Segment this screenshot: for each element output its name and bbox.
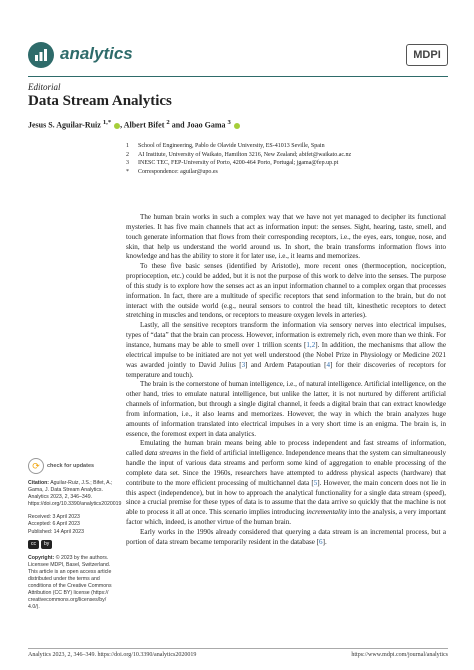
author-affiliation-marker: 3 bbox=[227, 119, 231, 126]
paragraph-text: ] for their discoveries of receptors for temperature and touch). bbox=[126, 360, 446, 379]
footer-divider bbox=[28, 648, 448, 649]
paragraph-text: Emulating the human brain means being able to process independent and fast streams of information, called bbox=[126, 439, 446, 458]
paragraph: The brain is the cornerstone of human intelligence, i.e., of natural intelligence. Artificial intelligence, on the other hand, tries to emulate natural intelligence, but unlike the latter, it is not nurtured by different artificial channels of information, but through a single digital channel, it feeds a digital brain that can extract knowledge from information, i.e., it also learns and memorizes. However, the way in which the brain analyzes huge amounts of information translated into electrical impulses in a very short time is an enigma. The brain is, in essence, the foremost expert in data analytics. bbox=[126, 380, 446, 438]
footer-journal-url[interactable]: https://www.mdpi.com/journal/analytics bbox=[351, 652, 448, 658]
affiliation-number: 3 bbox=[126, 160, 129, 167]
paragraph-text: ]. In addition, the mechanisms that allow the electrical impulse to be initiated are not yet well understood (the Nobel Prize in Physiology or Medicine 2021 was awarded jointly to David Julius [ bbox=[126, 340, 446, 369]
accepted-date: Accepted: 6 April 2023 bbox=[28, 521, 80, 528]
check-for-updates-button[interactable] bbox=[28, 458, 118, 474]
paragraph bbox=[126, 439, 446, 528]
update-check-icon: ⟳ bbox=[28, 458, 44, 474]
page-footer bbox=[28, 652, 448, 658]
affiliations bbox=[126, 142, 446, 177]
orcid-icon[interactable] bbox=[234, 123, 240, 129]
affiliation-row bbox=[126, 142, 446, 151]
article-body bbox=[126, 213, 446, 548]
author-name[interactable]: Albert Bifet bbox=[123, 120, 165, 130]
by-icon: by bbox=[41, 540, 52, 549]
citation-link[interactable]: 4 bbox=[326, 360, 330, 369]
paragraph-text: Lastly, all the sensitive receptors transform the information via sensory nerves into electrical impulses, types of “data” that the brain can process. However, information is extremely rich, even more than we think. For instance, humans may be able to smell over 1 trillion scents [ bbox=[126, 321, 446, 349]
paragraph: The human brain works in such a complex way that we have not yet managed to decipher its functional mysteries. It has five main channels that act as information input: the senses. Sight, hearing, taste, smell, and touch generate information that flows from their corresponding receptors, i.e., the eyes, ears, tongue, nose, and skin, that help us understand the world around us. In short, the brain transforms information flows into knowledge and has the ability to store it for later use, i.e., it learns and memorizes. bbox=[126, 213, 446, 261]
paragraph-text: ]. bbox=[322, 537, 327, 546]
paragraph bbox=[126, 321, 446, 380]
article-sidebar bbox=[28, 458, 122, 618]
copyright-text: © 2023 by the authors. Licensee MDPI, Basel, Switzerland. This article is an open access article distributed under the terms and conditions of the Creative Commons Attribution (CC BY) license (https:// creativecommons.org/licenses/by/ 4.0/). bbox=[28, 554, 112, 611]
correspondence-text[interactable]: Correspondence: aguilar@upo.es bbox=[138, 169, 218, 176]
dates-block bbox=[28, 514, 118, 535]
journal-logo-icon bbox=[28, 42, 54, 68]
footer-citation[interactable]: Analytics 2023, 2, 346–349. https://doi.org/10.3390/analytics2020019 bbox=[28, 652, 197, 658]
author-name[interactable]: Jesus S. Aguilar-Ruiz bbox=[28, 120, 101, 130]
paragraph-text: Early works in the 1990s already considered that querying a data stream is an incremental process, but a portion of data stream became temporarily resident in the database [ bbox=[126, 528, 446, 546]
header-divider bbox=[28, 76, 448, 77]
author-affiliation-marker: 2 bbox=[166, 119, 170, 126]
journal-name[interactable]: analytics bbox=[60, 44, 133, 63]
publisher-logo[interactable]: MDPI bbox=[406, 44, 448, 66]
author-list: Jesus S. Aguilar-Ruiz $^{1,*}$ , Albert Bifet $^2$ and Joao Gama $^3$ bbox=[28, 119, 240, 130]
cc-license-badge[interactable] bbox=[28, 540, 118, 549]
article-type: Editorial bbox=[28, 82, 61, 92]
citation-link[interactable]: 1,2 bbox=[306, 340, 316, 349]
paragraph-text: in the field of artificial intelligence. Independence means that the system can simultaneously handle the input of various data streams and perform some kind of aggregation to enable processing of the complete data set. Since the 1960s, researchers have attempted to address physical aspects (hardware) that contribute to the more efficient processing of multichannel data [ bbox=[126, 449, 446, 487]
affiliation-number: * bbox=[126, 169, 129, 176]
author-name[interactable]: Joao Gama bbox=[186, 120, 226, 130]
article-title: Data Stream Analytics bbox=[28, 93, 172, 109]
author-affiliation-marker: 1,* bbox=[102, 119, 112, 126]
paragraph: To these five basic senses (identified by Aristotle), more recent ones (thermoception, nociception, proprioception, etc.) could be added, but it is not the purpose of this work to delve into the senses. The purpose of this study is to explore how the senses act as an input information channel to a complex organ that processes information. In fact, there are a multitude of specific receptors that send information to the brain, but do not interact with the outside world (e.g., neural sensors to control the head tilt, kinesthetic receptors to detect stretching in muscles and tendons, or receptors to measure oxygen levels in arteries). bbox=[126, 262, 446, 320]
paragraph-text: ] and Ardem Patapoutian [ bbox=[245, 360, 327, 369]
affiliation-text: INESC TEC, FEP-University of Porto, 4200-464 Porto, Portugal; jgama@fep.up.pt bbox=[138, 160, 339, 167]
received-date: Received: 3 April 2023 bbox=[28, 514, 80, 521]
citation-label: Citation: bbox=[28, 480, 50, 486]
paragraph-text: ]. However, the main concern does not lie in this aspect (independence), but in how to approach the analytical functionality for a single data stream (speed), since a crucial premise for these types of data is to assume that the data arrive so quickly that the machine is not able to process it all at once. This scenario implies introducing bbox=[126, 478, 446, 517]
affiliation-text: School of Engineering, Pablo de Olavide University, ES-41013 Seville, Spain bbox=[138, 143, 325, 149]
published-date: Published: 14 April 2023 bbox=[28, 528, 84, 535]
citation-link[interactable]: 5 bbox=[313, 478, 318, 487]
paragraph bbox=[126, 528, 446, 548]
citation-link[interactable]: 6 bbox=[319, 537, 323, 546]
check-for-updates-label: check for updates bbox=[47, 463, 95, 469]
cc-icon: cc bbox=[28, 540, 39, 549]
orcid-icon[interactable] bbox=[114, 123, 120, 129]
affiliation-row bbox=[126, 168, 446, 177]
affiliation-number: 1 bbox=[126, 143, 129, 149]
affiliation-row bbox=[126, 151, 446, 160]
paragraph-text: into the analysis, a very important factor which, indeed, is another virtue of the human brain. bbox=[126, 508, 446, 527]
copyright-block bbox=[28, 555, 118, 612]
citation-text: Aguilar-Ruiz, J.S.; Bifet, A.; Gama, J. Data Stream Analytics. Analytics 2023, 2, 346–349. https://doi.org/10.3390/analytics2020019 bbox=[28, 480, 122, 508]
citation-link[interactable]: 3 bbox=[241, 360, 246, 369]
emphasis-text: incrementality bbox=[306, 508, 348, 517]
citation-block bbox=[28, 480, 122, 508]
affiliation-row bbox=[126, 159, 446, 168]
emphasis-text: data streams bbox=[144, 449, 182, 458]
affiliation-number: 2 bbox=[126, 151, 129, 158]
affiliation-text: AI Institute, University of Waikato, Hamilton 3216, New Zealand; abifet@waikato.ac.nz bbox=[138, 151, 352, 158]
copyright-label: Copyright: bbox=[28, 554, 55, 561]
